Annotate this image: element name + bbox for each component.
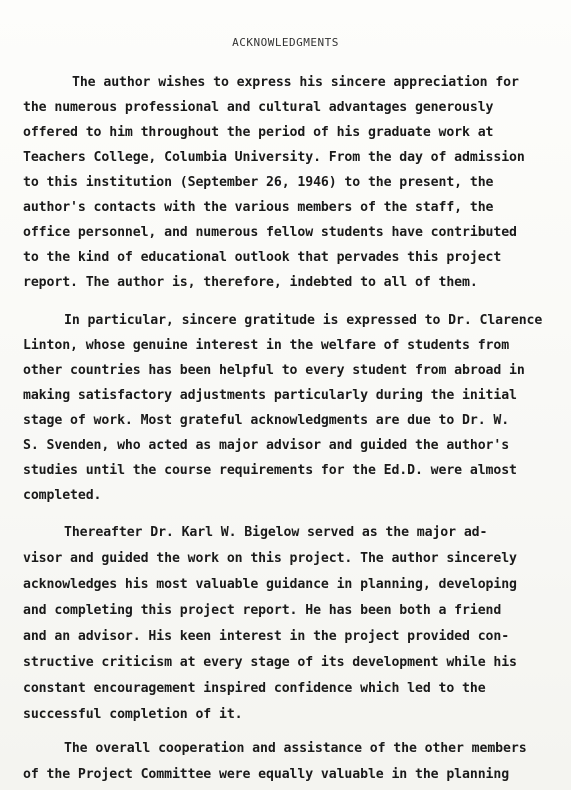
page-title: ACKNOWLEDGMENTS (232, 36, 339, 49)
text-line: The overall cooperation and assistance of the other members (64, 741, 527, 756)
text-line: S. Svenden, who acted as major advisor and guided the author's (23, 438, 510, 453)
text-line: structive criticism at every stage of its development while his (23, 655, 517, 670)
text-line: of the Project Committee were equally valuable in the planning (23, 767, 510, 782)
text-line: The author wishes to express his sincere appreciation for (72, 75, 519, 90)
text-line: Linton, whose genuine interest in the welfare of students from (23, 338, 510, 353)
text-line: office personnel, and numerous fellow students have contributed (23, 225, 517, 240)
text-line: completed. (23, 488, 102, 503)
text-line: making satisfactory adjustments particularly during the initial (23, 388, 517, 403)
text-line: stage of work. Most grateful acknowledgments are due to Dr. W. (23, 413, 510, 428)
text-line: successful completion of it. (23, 707, 243, 722)
text-line: report. The author is, therefore, indebted to all of them. (23, 275, 478, 290)
text-line: In particular, sincere gratitude is expressed to Dr. Clarence (64, 313, 543, 328)
text-line: offered to him throughout the period of his graduate work at (23, 125, 494, 140)
text-line: visor and guided the work on this project. The author sincerely (23, 551, 517, 566)
text-line: Thereafter Dr. Karl W. Bigelow served as the major ad- (64, 525, 488, 540)
text-line: acknowledges his most valuable guidance in planning, developing (23, 577, 517, 592)
text-line: author's contacts with the various members of the staff, the (23, 200, 494, 215)
text-line: to this institution (September 26, 1946) to the present, the (23, 175, 494, 190)
text-line: constant encouragement inspired confidence which led to the (23, 681, 486, 696)
text-line: studies until the course requirements for the Ed.D. were almost (23, 463, 517, 478)
text-line: and completing this project report. He has been both a friend (23, 603, 502, 618)
text-line: and an advisor. His keen interest in the project provided con- (23, 629, 510, 644)
text-line: other countries has been helpful to every student from abroad in (23, 363, 525, 378)
text-line: the numerous professional and cultural advantages generously (23, 100, 494, 115)
text-line: to the kind of educational outlook that pervades this project (23, 250, 502, 265)
text-line: Teachers College, Columbia University. From the day of admission (23, 150, 525, 165)
